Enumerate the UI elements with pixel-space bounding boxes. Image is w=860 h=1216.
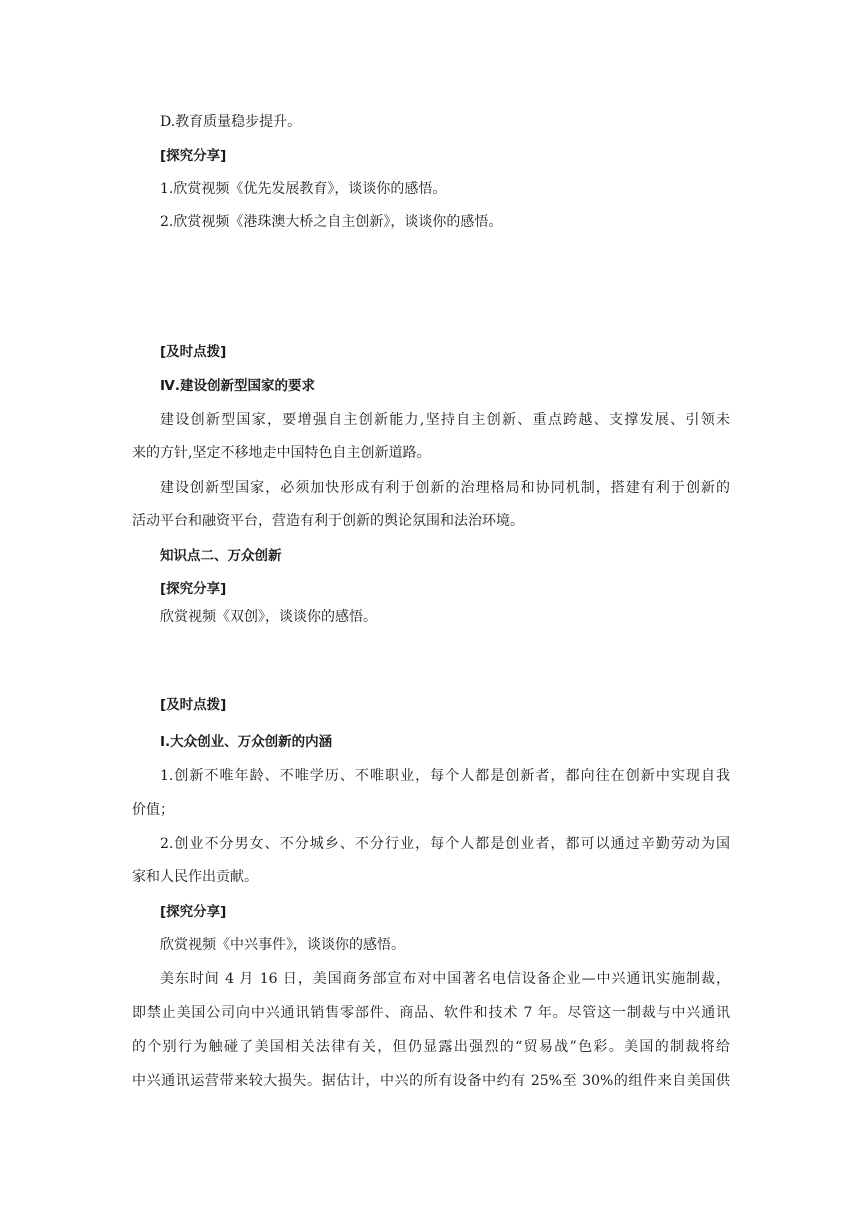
heading-innovation-requirements: Ⅳ.建设创新型国家的要求 — [160, 378, 315, 394]
paragraph-innovation-1-cont: 价值； — [132, 802, 174, 818]
section-label-explore-3: [探究分享] — [160, 904, 227, 920]
explore-item-zte: 欣赏视频《中兴事件》，谈谈你的感悟。 — [160, 937, 405, 953]
paragraph-innovation-2-cont: 家和人民作出贡献。 — [132, 869, 258, 885]
paragraph-zte-3: 的个别行为触碰了美国相关法律有关，但仍显露出强烈的“贸易战”色彩。美国的制裁将给 — [132, 1039, 730, 1055]
section-label-tips-2: [及时点拨] — [160, 697, 227, 713]
paragraph-zte-1: 美东时间 4 月 16 日，美国商务部宣布对中国著名电信设备企业—中兴通讯实施制裁， — [160, 971, 730, 987]
paragraph-requirements-2: 建设创新型国家，必须加快形成有利于创新的治理格局和协同机制，搭建有利于创新的 — [160, 480, 730, 496]
explore-item-2: 2.欣赏视频《港珠澳大桥之自主创新》，谈谈你的感悟。 — [160, 214, 503, 230]
explore-item-1: 1.欣赏视频《优先发展教育》，谈谈你的感悟。 — [160, 181, 447, 197]
section-label-explore: [探究分享] — [160, 148, 227, 164]
paragraph-zte-4: 中兴通讯运营带来较大损失。据估计，中兴的所有设备中约有 25%至 30%的组件来自美国供 — [132, 1073, 730, 1089]
heading-mass-innovation: Ⅰ.大众创业、万众创新的内涵 — [160, 734, 333, 750]
option-d: D.教育质量稳步提升。 — [160, 114, 302, 130]
paragraph-requirements-1-cont: 来的方针,坚定不移地走中国特色自主创新道路。 — [132, 445, 431, 461]
section-label-explore-2: [探究分享] — [160, 581, 227, 597]
paragraph-innovation-1: 1.创新不唯年龄、不唯学历、不唯职业，每个人都是创新者，都向往在创新中实现自我 — [160, 768, 730, 784]
paragraph-zte-2: 即禁止美国公司向中兴通讯销售零部件、商品、软件和技术 7 年。尽管这一制裁与中兴通讯 — [132, 1005, 730, 1021]
paragraph-requirements-1: 建设创新型国家，要增强自主创新能力,坚持自主创新、重点跨越、支撑发展、引领未 — [160, 412, 730, 428]
paragraph-requirements-2-cont: 活动平台和融资平台，营造有利于创新的舆论氛围和法治环境。 — [132, 513, 524, 529]
knowledge-point-2: 知识点二、万众创新 — [160, 548, 282, 564]
paragraph-innovation-2: 2.创业不分男女、不分城乡、不分行业，每个人都是创业者，都可以通过辛勤劳动为国 — [160, 836, 730, 852]
explore-item-shuangchuang: 欣赏视频《双创》，谈谈你的感悟。 — [160, 609, 377, 625]
section-label-tips: [及时点拨] — [160, 344, 227, 360]
